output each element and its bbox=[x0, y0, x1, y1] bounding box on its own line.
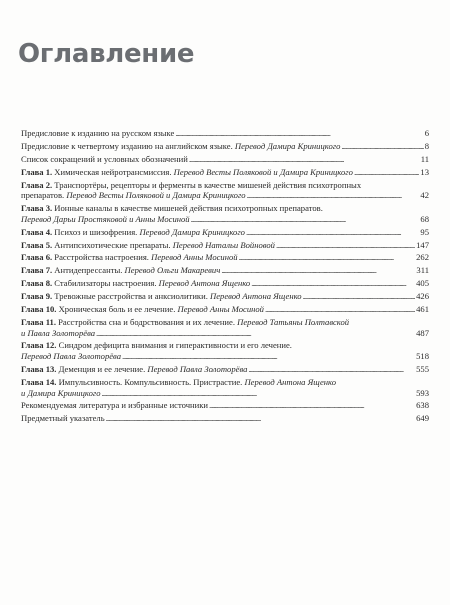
page-number: 405 bbox=[416, 278, 429, 289]
entry-title-text: и Дамира Криницкого bbox=[21, 387, 101, 398]
entry-title-text: Рекомендуемая литература и избранные источники bbox=[21, 400, 208, 411]
toc-entry-line bbox=[21, 167, 429, 178]
toc-entry-text bbox=[21, 167, 353, 178]
toc-entry-text bbox=[21, 154, 188, 165]
entry-title-text: Импульсивность. Компульсивность. Пристрастие. Перевод Антона Ященко bbox=[58, 376, 337, 387]
toc-entry-text bbox=[21, 252, 238, 263]
chapter-label: Глава 9. bbox=[21, 291, 55, 302]
page-title: Оглавление bbox=[18, 39, 195, 69]
entry-title-text: Предисловие к четвертому изданию на английском языке. Перевод Дамира Криницкого bbox=[21, 140, 341, 151]
chapter-label: Глава 1. bbox=[21, 166, 55, 177]
dot-leader bbox=[303, 291, 416, 302]
toc-entry-line bbox=[21, 317, 429, 328]
dot-leader bbox=[106, 413, 415, 424]
chapter-label: Глава 11. bbox=[21, 316, 59, 327]
toc-entry-text bbox=[21, 364, 247, 375]
chapter-label: Глава 6. bbox=[21, 252, 55, 263]
toc-entry[interactable] bbox=[21, 252, 429, 263]
toc-entry-line bbox=[21, 364, 429, 375]
entry-title-text: Список сокращений и условных обозначений bbox=[21, 153, 188, 164]
toc-entry-line bbox=[21, 377, 429, 388]
entry-title-text: Антидепрессанты. Перевод Ольги Макаревич bbox=[54, 265, 221, 276]
toc-entry[interactable] bbox=[21, 304, 429, 315]
chapter-label: Глава 8. bbox=[21, 278, 55, 289]
toc-entry-line bbox=[21, 351, 429, 362]
toc-entry-line bbox=[21, 227, 429, 238]
chapter-label: Глава 5. bbox=[21, 239, 55, 250]
page-number: 426 bbox=[416, 291, 429, 302]
entry-title-text: Психоз и шизофрения. Перевод Дамира Криницкого bbox=[54, 226, 245, 237]
dot-leader bbox=[221, 265, 415, 276]
dot-leader bbox=[265, 304, 415, 315]
dot-leader bbox=[246, 227, 419, 238]
page-number: 95 bbox=[420, 226, 429, 237]
toc-entry-line bbox=[21, 328, 429, 339]
toc-entry-text bbox=[21, 278, 250, 289]
page-number: 555 bbox=[416, 364, 429, 374]
toc-entry[interactable] bbox=[21, 291, 429, 302]
page-number: 593 bbox=[416, 387, 429, 398]
entry-title-text: Перевод Павла Золоторёва bbox=[21, 351, 122, 362]
toc-entry-text bbox=[21, 265, 220, 276]
chapter-label: Глава 3. bbox=[21, 203, 55, 214]
toc-entry-text bbox=[21, 240, 275, 251]
entry-title-text: Транспортёры, рецепторы и ферменты в качестве мишеней действия психотропных bbox=[54, 179, 362, 190]
chapter-label: Глава 4. bbox=[21, 226, 55, 237]
toc-entry-line bbox=[21, 291, 429, 302]
toc-entry-line bbox=[21, 304, 429, 315]
toc-entry-line bbox=[21, 340, 429, 351]
toc-entry-line bbox=[21, 128, 429, 139]
entry-title-text: Стабилизаторы настроения. Перевод Антона Ященко bbox=[54, 278, 251, 289]
toc-entry-text bbox=[21, 413, 105, 424]
entry-title-text: Расстройства сна и бодрствования и их лечение. Перевод Татьяны Полтавской bbox=[58, 316, 350, 327]
toc-entry[interactable] bbox=[21, 278, 429, 289]
toc-entry[interactable] bbox=[21, 180, 429, 201]
chapter-label: Глава 2. bbox=[21, 179, 55, 190]
toc-entry-text bbox=[21, 227, 245, 238]
entry-title-text: Расстройства настроения. Перевод Анны Мосиной bbox=[54, 252, 238, 263]
entry-title-text: Деменция и ее лечение. Перевод Павла Золоторёва bbox=[58, 364, 248, 374]
toc-entry[interactable] bbox=[21, 364, 429, 375]
toc-entry-text bbox=[21, 190, 246, 201]
toc-entry-line bbox=[21, 265, 429, 276]
toc-entry[interactable] bbox=[21, 203, 429, 224]
page-number: 649 bbox=[416, 413, 429, 424]
toc-entry[interactable] bbox=[21, 400, 429, 411]
toc-entry-line bbox=[21, 154, 429, 165]
toc-entry[interactable] bbox=[21, 240, 429, 251]
toc-entry-line bbox=[21, 203, 429, 214]
toc-entry-line bbox=[21, 413, 429, 424]
toc-entry-line bbox=[21, 180, 429, 191]
toc-entry-text bbox=[21, 388, 101, 399]
entry-title-text: Химическая нейротрансмиссия. Перевод Весты Поляковой и Дамира Криницкого bbox=[54, 166, 353, 177]
dot-leader bbox=[96, 328, 415, 339]
toc-entry-line bbox=[21, 214, 429, 225]
toc-entry-text bbox=[21, 351, 121, 362]
toc-entry-text bbox=[21, 214, 190, 225]
dot-leader bbox=[102, 388, 416, 399]
chapter-label: Глава 13. bbox=[21, 364, 59, 374]
entry-title-text: Синдром дефицита внимания и гиперактивности и его лечение. bbox=[58, 340, 292, 351]
dot-leader bbox=[354, 167, 419, 178]
dot-leader bbox=[175, 128, 423, 139]
page-number: 518 bbox=[416, 351, 429, 362]
entry-title-text: и Павла Золоторёва bbox=[21, 327, 96, 338]
toc-entry[interactable] bbox=[21, 377, 429, 398]
dot-leader bbox=[209, 400, 415, 411]
toc-entry-text bbox=[21, 128, 174, 139]
toc-entry[interactable] bbox=[21, 128, 429, 139]
toc-entry-text bbox=[21, 304, 264, 315]
toc-entry[interactable] bbox=[21, 167, 429, 178]
dot-leader bbox=[247, 190, 420, 201]
toc-entry-text bbox=[21, 291, 302, 302]
toc-entry[interactable] bbox=[21, 154, 429, 165]
dot-leader bbox=[251, 278, 415, 289]
dot-leader bbox=[248, 364, 415, 375]
entry-title-text: Антипсихотические препараты. Перевод Натальи Войновой bbox=[54, 239, 275, 250]
toc-entry[interactable] bbox=[21, 141, 429, 152]
table-of-contents bbox=[21, 128, 429, 426]
chapter-label: Глава 14. bbox=[21, 376, 59, 387]
toc-entry-text bbox=[21, 400, 208, 411]
toc-entry-line bbox=[21, 252, 429, 263]
entry-title-text: Хроническая боль и ее лечение. Перевод Анны Мосиной bbox=[58, 303, 264, 314]
dot-leader bbox=[122, 351, 415, 362]
page-number: 487 bbox=[416, 327, 429, 338]
toc-entry-line bbox=[21, 141, 429, 152]
page-number: 638 bbox=[416, 400, 429, 411]
page-number: 11 bbox=[420, 153, 429, 164]
dot-leader bbox=[191, 214, 420, 225]
page-number: 68 bbox=[420, 213, 429, 224]
entry-title-text: Предисловие к изданию на русском языке bbox=[21, 128, 175, 138]
page-number: 8 bbox=[424, 140, 429, 151]
entry-title-text: Ионные каналы в качестве мишеней действия психотропных препаратов. bbox=[54, 203, 323, 214]
toc-entry[interactable] bbox=[21, 340, 429, 361]
page-number: 262 bbox=[416, 252, 429, 263]
dot-leader bbox=[276, 240, 415, 251]
entry-title-text: Тревожные расстройства и анксиолитики. Перевод Антона Ященко bbox=[54, 291, 302, 302]
entry-title-text: препаратов. Перевод Весты Поляковой и Дамира Криницкого bbox=[21, 190, 246, 201]
page-number: 42 bbox=[420, 190, 429, 201]
entry-title-text: Перевод Дарьи Простяковой и Анны Мосиной bbox=[21, 213, 190, 224]
chapter-label: Глава 7. bbox=[21, 265, 55, 276]
toc-entry-text bbox=[21, 141, 340, 152]
dot-leader bbox=[341, 141, 423, 152]
page-number: 461 bbox=[416, 303, 429, 314]
page-number: 311 bbox=[416, 265, 429, 276]
entry-title-text: Предметный указатель bbox=[21, 413, 105, 424]
chapter-label: Глава 10. bbox=[21, 303, 59, 314]
toc-entry[interactable] bbox=[21, 413, 429, 424]
page-number: 147 bbox=[416, 239, 429, 250]
chapter-label: Глава 12. bbox=[21, 340, 59, 351]
toc-entry[interactable] bbox=[21, 317, 429, 338]
toc-entry-line bbox=[21, 388, 429, 399]
toc-entry-line bbox=[21, 240, 429, 251]
page-number: 13 bbox=[420, 166, 429, 177]
toc-entry-line bbox=[21, 278, 429, 289]
toc-entry-text bbox=[21, 328, 95, 339]
dot-leader bbox=[239, 252, 416, 263]
toc-entry[interactable] bbox=[21, 227, 429, 238]
toc-entry-line bbox=[21, 190, 429, 201]
page-number: 6 bbox=[424, 128, 429, 138]
toc-entry-line bbox=[21, 400, 429, 411]
toc-entry[interactable] bbox=[21, 265, 429, 276]
dot-leader bbox=[189, 154, 420, 165]
